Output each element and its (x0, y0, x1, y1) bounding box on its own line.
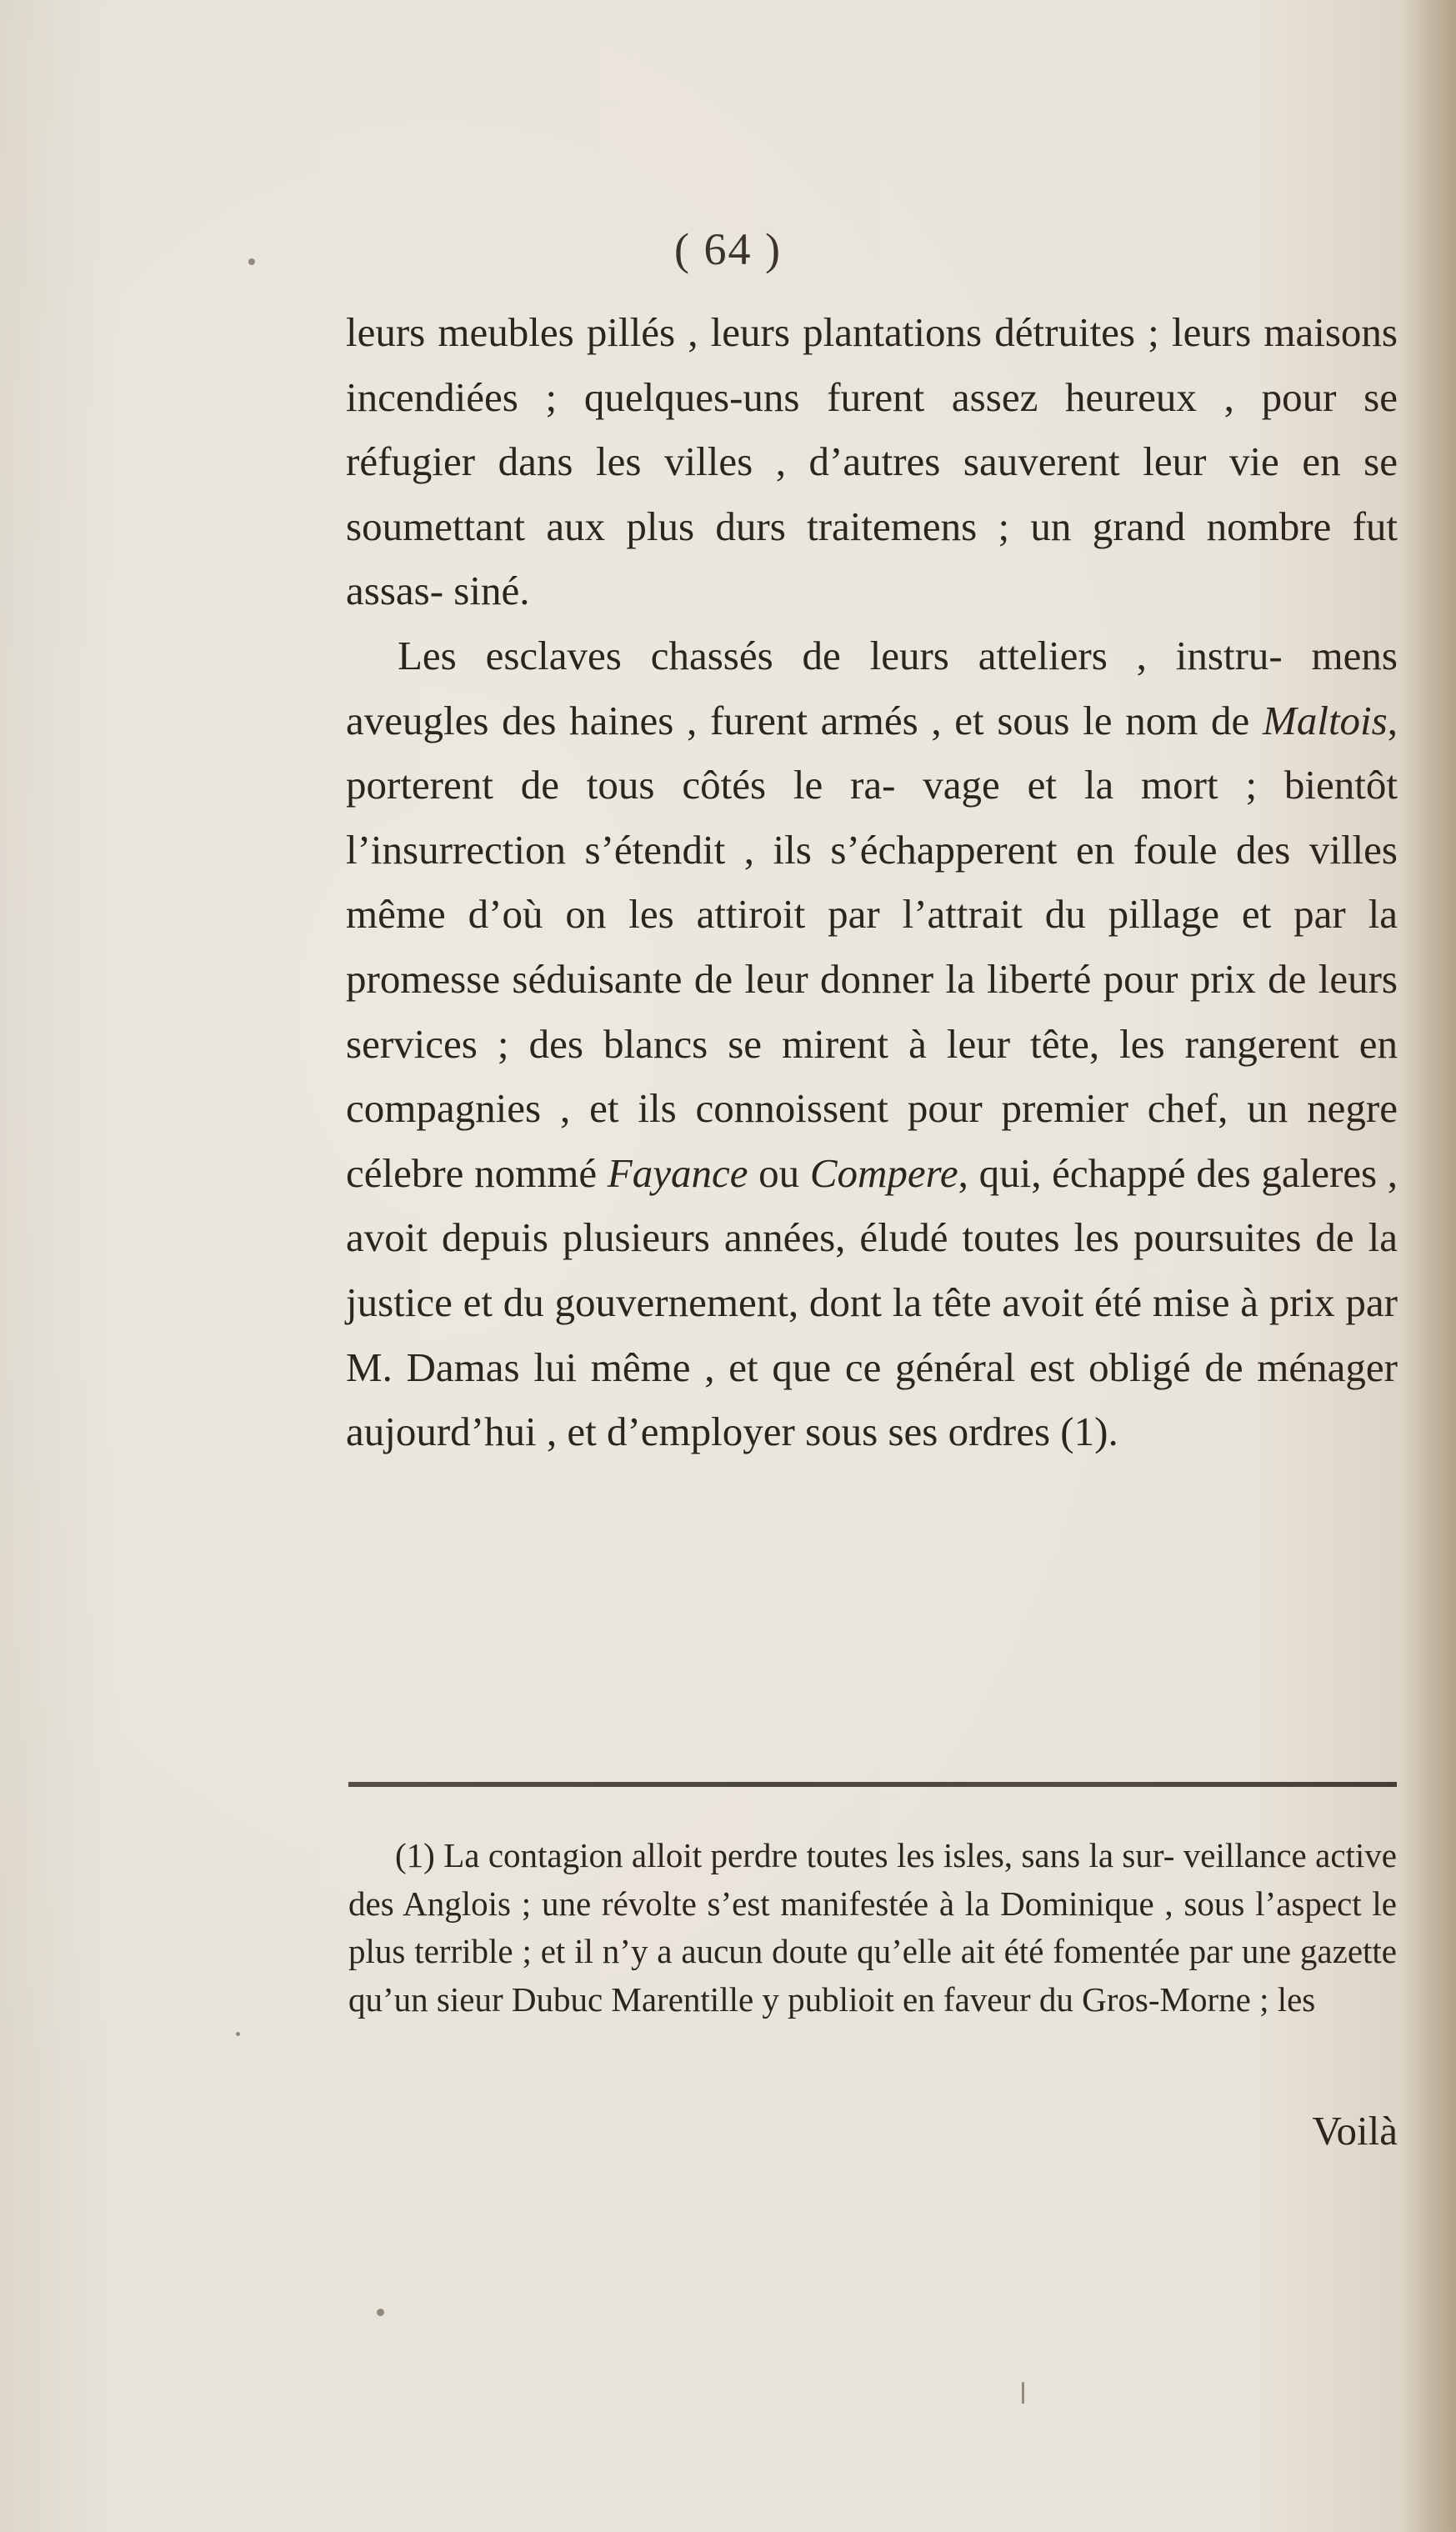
text-segment: , qui, échappé des galeres , avoit depuis plusieurs années, éludé toutes les poursuites de la justice et du gouvernement, dont la tête avoit été mise à prix par M. Damas lui même , et que ce général est obligé de ménager aujourd’hui , et d’employer sous ses ordres (1). (346, 1149, 1398, 1455)
text-segment: leurs meubles pillés , leurs plantations détruites ; leurs maisons incendiées ; quelques-uns furent assez heureux , pour se réfugier dans les villes , d’autres sauverent leur vie en se soumettant aux plus durs traitemens ; un grand nombre fut assas- siné. (346, 309, 1398, 614)
text-segment: ou (748, 1149, 810, 1196)
page-number: ( 64 ) (674, 224, 782, 274)
main-text (346, 300, 1398, 1464)
italic-name-compere: Compere (809, 1149, 958, 1196)
text-segment: Les esclaves chassés de leurs atteliers , instru- mens aveugles des haines , furent armés , et sous le nom de (346, 632, 1398, 743)
italic-name-fayance: Fayance (607, 1149, 748, 1196)
footnote (348, 1832, 1397, 2024)
italic-name-maltois: Maltois (1263, 697, 1388, 743)
text-segment: , porterent de tous côtés le ra- vage et la mort ; bientôt l’insurrection s’étendit , ils s’échapperent en foule des villes même d’où on les attiroit par l’attrait du pillage et par la promesse séduisante de leur donner la liberté pour prix de leurs services ; des blancs se mirent à leur tête, les rangerent en compagnies , et ils connoissent pour premier chef, un negre célebre nommé (346, 697, 1398, 1196)
footnote-divider (348, 1782, 1397, 1787)
paper-speck (248, 258, 255, 265)
paper-speck (236, 2032, 240, 2036)
page-edge-shadow (1406, 0, 1456, 2532)
paragraph-2 (346, 623, 1398, 1464)
paper-speck (377, 2309, 384, 2316)
footnote-text: (1) La contagion alloit perdre toutes les isles, sans la sur- veillance active des Anglois ; une révolte s’est manifestée à la Dominique , sous l’aspect le plus terrible ; et il n’y a aucun doute qu’elle ait été fomentée par une gazette qu’un sieur Dubuc Marentille y publioit en faveur du Gros-Morne ; les (348, 1836, 1397, 2019)
paragraph-1 (346, 300, 1398, 623)
catchword: Voilà (1312, 2108, 1398, 2154)
paper-speck (1022, 2382, 1024, 2404)
